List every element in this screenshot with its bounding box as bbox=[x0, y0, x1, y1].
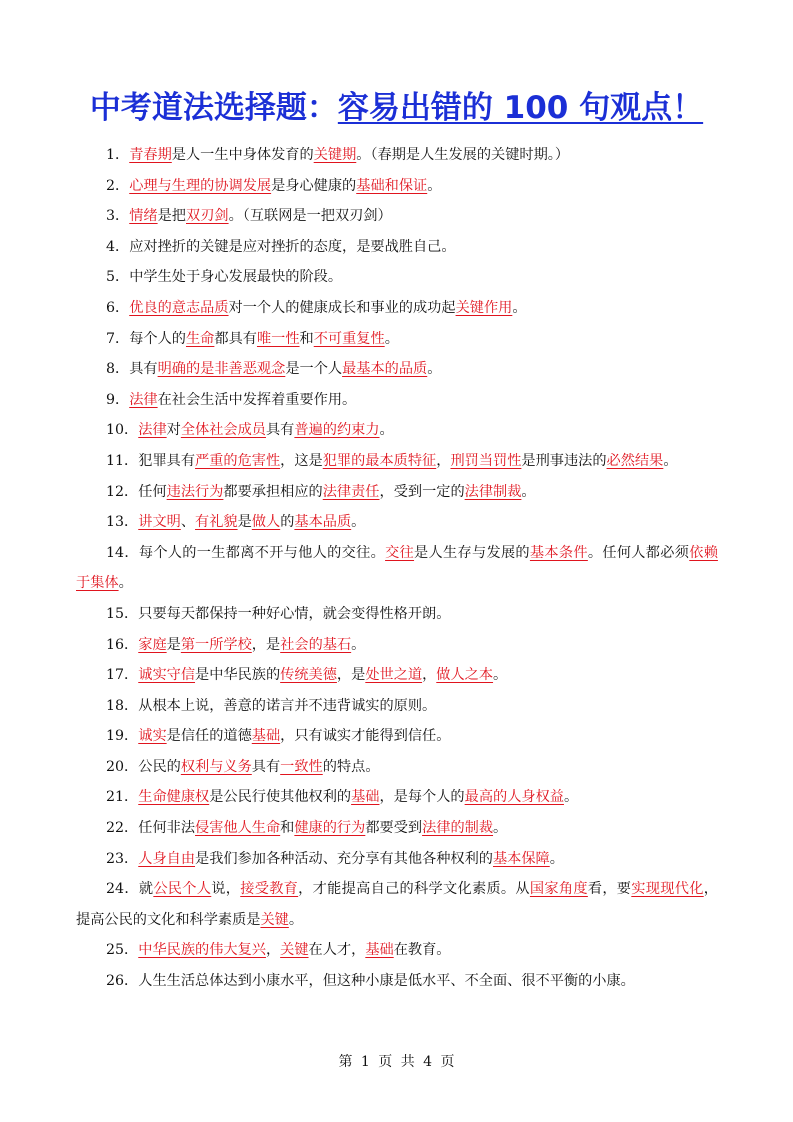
key-term: 一致性 bbox=[280, 758, 323, 775]
item-text: 看，要 bbox=[587, 881, 632, 898]
key-term: 情绪 bbox=[129, 208, 158, 225]
list-item bbox=[76, 232, 718, 263]
key-term: 基本保障 bbox=[492, 850, 550, 867]
item-number: 11． bbox=[106, 452, 139, 469]
key-term: 讲文明 bbox=[138, 514, 181, 531]
item-text: 就 bbox=[138, 881, 154, 898]
item-number: 15． bbox=[106, 605, 139, 622]
key-term: 交往 bbox=[385, 544, 415, 561]
key-term: 生命 bbox=[185, 330, 215, 347]
list-item bbox=[76, 171, 718, 202]
key-term: 接受教育 bbox=[240, 881, 299, 898]
item-number: 17． bbox=[106, 667, 139, 684]
key-term: 优良的意志品质 bbox=[129, 299, 229, 316]
item-text: 公民的 bbox=[138, 758, 181, 775]
item-number: 22． bbox=[106, 820, 139, 837]
item-text: ，是 bbox=[336, 667, 366, 684]
page-footer: 第 1 页 共 4 页 bbox=[338, 1054, 455, 1070]
item-text: 。任何人都必须 bbox=[587, 544, 690, 561]
item-number: 5． bbox=[106, 269, 130, 286]
item-number: 16． bbox=[106, 636, 139, 653]
page-title bbox=[0, 86, 793, 130]
list-item bbox=[76, 752, 718, 783]
list-item bbox=[76, 721, 718, 752]
item-text: ，是 bbox=[251, 636, 281, 653]
key-term: 第一所学校 bbox=[180, 636, 252, 653]
item-text: 是人一生中身体发育的 bbox=[171, 147, 314, 163]
item-text: ，提高公民的文化和科学素质是 bbox=[76, 881, 718, 928]
key-term: 刑罚当罚性 bbox=[450, 452, 522, 469]
list-item bbox=[76, 140, 718, 171]
list-item bbox=[76, 293, 718, 324]
item-text: ， bbox=[436, 452, 451, 469]
item-text: 都具有 bbox=[214, 330, 257, 347]
item-text: 对 bbox=[166, 422, 181, 439]
key-term: 基础 bbox=[251, 728, 281, 745]
item-text: 。 bbox=[288, 911, 304, 928]
item-number: 10． bbox=[106, 422, 139, 439]
key-term: 社会的基石 bbox=[280, 636, 352, 653]
item-text: 。 bbox=[427, 361, 442, 378]
list-item bbox=[76, 538, 718, 599]
list-item bbox=[76, 446, 718, 477]
item-number: 6． bbox=[106, 299, 130, 316]
key-term: 做人之本 bbox=[436, 667, 494, 684]
item-text: 、 bbox=[180, 514, 196, 531]
key-term: 人身自由 bbox=[138, 850, 196, 867]
key-term: 基本品质 bbox=[294, 514, 352, 531]
list-item bbox=[76, 813, 718, 844]
item-number: 23． bbox=[106, 850, 139, 867]
list-item bbox=[76, 385, 718, 416]
item-text: 中学生处于身心发展最快的阶段。 bbox=[129, 269, 343, 286]
item-text: 任何 bbox=[138, 483, 167, 500]
item-text: ， bbox=[265, 942, 281, 959]
key-term: 法律的制裁 bbox=[422, 820, 494, 837]
item-text: 是信任的道德 bbox=[166, 728, 252, 745]
list-item bbox=[76, 935, 718, 966]
item-number: 12． bbox=[106, 483, 139, 500]
key-term: 关键 bbox=[260, 911, 289, 928]
key-term: 最基本的品质 bbox=[342, 361, 428, 378]
item-number: 3． bbox=[106, 208, 130, 225]
item-text: 只要每天都保持一种好心情，就会变得性格开朗。 bbox=[138, 605, 451, 622]
item-text: ，才能提高自己的科学文化素质。从 bbox=[298, 881, 530, 898]
list-item bbox=[76, 354, 718, 385]
item-text: 。 bbox=[512, 299, 527, 316]
item-text: 。 bbox=[563, 789, 579, 806]
item-text: 和 bbox=[280, 820, 295, 837]
item-text: 是身心健康的 bbox=[271, 177, 357, 194]
key-term: 关键 bbox=[280, 942, 309, 959]
item-number: 25． bbox=[106, 942, 139, 959]
key-term: 做人 bbox=[251, 514, 281, 531]
item-number: 8． bbox=[106, 361, 130, 378]
item-number: 9． bbox=[106, 391, 130, 408]
title-underlined: 容易出错的 100 句观点！ bbox=[337, 90, 704, 126]
item-text: 。 bbox=[351, 514, 366, 531]
key-term: 权利与义务 bbox=[180, 758, 252, 775]
item-text: 犯罪具有 bbox=[138, 452, 196, 469]
key-term: 诚实 bbox=[138, 728, 167, 745]
item-text: 。 bbox=[493, 820, 508, 837]
key-term: 双刃剑 bbox=[186, 208, 229, 225]
item-text: 具有 bbox=[251, 758, 281, 775]
item-number: 21． bbox=[106, 789, 139, 806]
key-term: 依赖于集体 bbox=[76, 544, 718, 592]
key-term: 中华民族的伟大复兴 bbox=[138, 942, 266, 959]
item-text: 。 bbox=[384, 330, 399, 347]
key-term: 全体社会成员 bbox=[180, 422, 266, 439]
item-text: 是我们参加各种活动、充分享有其他各种权利的 bbox=[195, 850, 493, 867]
item-text: 。 bbox=[379, 422, 394, 439]
key-term: 犯罪的最本质特征 bbox=[322, 452, 437, 469]
key-term: 关键作用 bbox=[455, 299, 513, 316]
item-text: 。 bbox=[493, 667, 508, 684]
item-text: 说， bbox=[211, 881, 241, 898]
key-term: 基础 bbox=[365, 942, 394, 959]
item-text: ，这是 bbox=[280, 452, 323, 469]
item-text: 是人生存与发展的 bbox=[414, 544, 530, 561]
list-item bbox=[76, 415, 718, 446]
list-item bbox=[76, 874, 718, 935]
item-text: 在人才， bbox=[308, 942, 366, 959]
key-term: 国家角度 bbox=[529, 881, 588, 898]
item-text: 具有 bbox=[129, 361, 158, 378]
item-text: 。 bbox=[118, 575, 133, 592]
item-text: 从根本上说，善意的诺言并不违背诚实的原则。 bbox=[138, 697, 437, 714]
item-text: 是 bbox=[237, 514, 252, 531]
item-text: 的特点。 bbox=[322, 758, 380, 775]
key-term: 健康的行为 bbox=[294, 820, 366, 837]
item-text: 具有 bbox=[265, 422, 295, 439]
list-item bbox=[76, 691, 718, 722]
statement-list bbox=[76, 140, 718, 997]
key-term: 法律 bbox=[129, 391, 158, 408]
key-term: 法律责任 bbox=[322, 483, 380, 500]
item-text: ， bbox=[422, 667, 437, 684]
key-term: 基础和保证 bbox=[356, 177, 428, 194]
item-number: 4． bbox=[106, 238, 130, 255]
key-term: 法律 bbox=[138, 422, 167, 439]
key-term: 侵害他人生命 bbox=[195, 820, 281, 837]
list-item bbox=[76, 201, 718, 232]
list-item bbox=[76, 324, 718, 355]
list-item bbox=[76, 507, 718, 538]
item-text: 是中华民族的 bbox=[195, 667, 281, 684]
key-term: 唯一性 bbox=[256, 330, 300, 347]
title-plain: 中考道法选择题： bbox=[89, 90, 338, 126]
item-number: 24． bbox=[106, 881, 139, 898]
item-text: 人生生活总体达到小康水平，但这种小康是低水平、不全面、很不平衡的小康。 bbox=[138, 973, 635, 990]
item-text: ，是每个人的 bbox=[379, 789, 465, 806]
key-term: 公民个人 bbox=[153, 881, 212, 898]
item-number: 7． bbox=[106, 330, 130, 347]
item-number: 1． bbox=[106, 147, 130, 163]
list-item bbox=[76, 966, 718, 997]
item-text: 。（互联网是一把双刃剑） bbox=[228, 208, 392, 225]
item-number: 18． bbox=[106, 697, 139, 714]
key-term: 关键期 bbox=[313, 147, 357, 163]
item-text: ，受到一定的 bbox=[379, 483, 465, 500]
item-number: 26． bbox=[106, 973, 139, 990]
item-text: 。（春期是人生发展的关键时期。） bbox=[356, 147, 570, 163]
key-term: 传统美德 bbox=[280, 667, 337, 684]
item-text: 。 bbox=[521, 483, 536, 500]
list-item bbox=[76, 477, 718, 508]
item-text: ，只有诚实才能得到信任。 bbox=[280, 728, 451, 745]
key-term: 普遍的约束力 bbox=[294, 422, 380, 439]
item-text: 是公民行使其他权利的 bbox=[209, 789, 352, 806]
key-term: 明确的是非善恶观念 bbox=[157, 361, 286, 378]
list-item bbox=[76, 844, 718, 875]
item-number: 19． bbox=[106, 728, 139, 745]
key-term: 法律制裁 bbox=[464, 483, 522, 500]
list-item bbox=[76, 599, 718, 630]
item-text: 都要承担相应的 bbox=[223, 483, 323, 500]
key-term: 必然结果 bbox=[606, 452, 664, 469]
item-text: 每个人的 bbox=[129, 330, 186, 347]
item-text: 都要受到 bbox=[365, 820, 423, 837]
key-term: 心理与生理的协调发展 bbox=[129, 177, 272, 194]
item-text: 。 bbox=[663, 452, 678, 469]
item-text: 在教育。 bbox=[393, 942, 451, 959]
key-term: 有礼貌 bbox=[195, 514, 238, 531]
item-text: 是 bbox=[166, 636, 181, 653]
item-text: 任何非法 bbox=[138, 820, 196, 837]
item-text: 。 bbox=[351, 636, 366, 653]
item-text: 对一个人的健康成长和事业的成功起 bbox=[228, 299, 456, 316]
item-text: 每个人的一生都离不开与他人的交往。 bbox=[138, 544, 386, 561]
list-item bbox=[76, 262, 718, 293]
key-term: 不可重复性 bbox=[313, 330, 385, 347]
key-term: 违法行为 bbox=[166, 483, 224, 500]
key-term: 诚实守信 bbox=[138, 667, 196, 684]
item-number: 13． bbox=[106, 514, 139, 531]
item-text: 是一个人 bbox=[285, 361, 343, 378]
key-term: 生命健康权 bbox=[138, 789, 210, 806]
key-term: 处世之道 bbox=[365, 667, 423, 684]
key-term: 青春期 bbox=[129, 147, 172, 163]
list-item bbox=[76, 630, 718, 661]
key-term: 最高的人身权益 bbox=[464, 789, 564, 806]
item-text: 的 bbox=[280, 514, 295, 531]
key-term: 基础 bbox=[351, 789, 380, 806]
key-term: 实现现代化 bbox=[631, 881, 704, 898]
list-item bbox=[76, 782, 718, 813]
item-number: 20． bbox=[106, 758, 139, 775]
item-number: 2． bbox=[106, 177, 130, 194]
key-term: 基本条件 bbox=[529, 544, 588, 561]
key-term: 家庭 bbox=[138, 636, 167, 653]
item-text: 应对挫折的关键是应对挫折的态度，是要战胜自己。 bbox=[129, 238, 456, 255]
item-text: 和 bbox=[299, 330, 314, 347]
item-text: 是刑事违法的 bbox=[521, 452, 607, 469]
list-item bbox=[76, 660, 718, 691]
key-term: 严重的危害性 bbox=[195, 452, 281, 469]
item-text: 。 bbox=[427, 177, 442, 194]
item-text: 在社会生活中发挥着重要作用。 bbox=[157, 391, 357, 408]
item-text: 。 bbox=[549, 850, 564, 867]
item-number: 14． bbox=[106, 544, 139, 561]
item-text: 是把 bbox=[157, 208, 186, 225]
